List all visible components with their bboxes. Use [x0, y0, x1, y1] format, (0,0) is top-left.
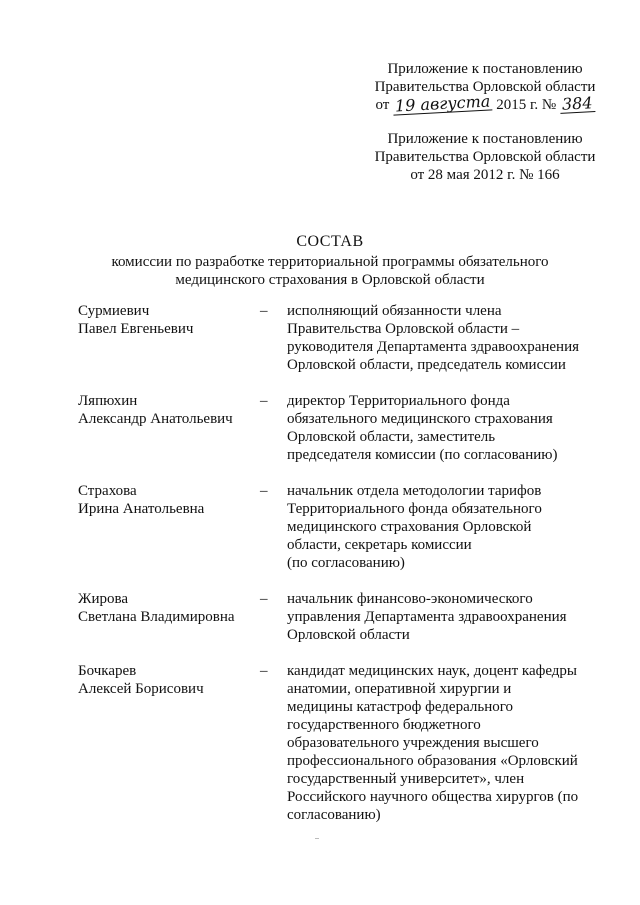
member-entry [78, 482, 608, 572]
title-subtitle-line-2: медицинского страхования в Орловской области [175, 272, 485, 288]
member-dash: – [260, 303, 268, 319]
appendix-2-line-3: от 28 мая 2012 г. № 166 [410, 167, 560, 183]
appendix-1-date-line [370, 91, 600, 116]
appendix-2-line-1: Приложение к постановлению [387, 131, 583, 147]
member-surname: Сурмиевич [78, 303, 150, 319]
member-dash: – [260, 591, 268, 607]
member-given-names: Павел Евгеньевич [78, 321, 194, 337]
appendix-1-line-2: Правительства Орловской области [374, 79, 596, 95]
member-description [287, 482, 605, 572]
member-given-names: Светлана Владимировна [78, 609, 235, 625]
desc-line: Российского научного общества хирургов (по [287, 789, 579, 805]
desc-line: директор Территориального фонда [287, 393, 510, 409]
title-subtitle-line-1: комиссии по разработке территориальной программы обязательного [111, 254, 549, 270]
date-prefix: от [375, 97, 390, 113]
desc-line: профессионального образования «Орловский [287, 753, 578, 769]
member-description [287, 302, 605, 374]
desc-line: управления Департамента здравоохранения [287, 609, 567, 625]
desc-line: медицинского страхования Орловской [287, 519, 532, 535]
desc-line: исполняющий обязанности члена [287, 303, 502, 319]
member-description [287, 662, 605, 824]
member-dash: – [260, 483, 268, 499]
member-entry [78, 302, 608, 374]
desc-line: обязательного медицинского страхования [287, 411, 553, 427]
member-entry [78, 662, 608, 824]
desc-line: медицины катастроф федерального [287, 699, 514, 715]
desc-line: Орловской области, председатель комиссии [287, 357, 566, 373]
document-title [60, 233, 600, 289]
member-given-names: Ирина Анатольевна [78, 501, 205, 517]
member-surname: Страхова [78, 483, 137, 499]
appendix-header-original [370, 130, 600, 184]
member-name [78, 590, 260, 644]
member-given-names: Алексей Борисович [78, 681, 204, 697]
member-description [287, 392, 605, 464]
member-surname: Жирова [78, 591, 129, 607]
member-surname: Бочкарев [78, 663, 137, 679]
desc-line: области, секретарь комиссии [287, 537, 472, 553]
desc-line: государственный университет», член [287, 771, 525, 787]
desc-line: руководителя Департамента здравоохранения [287, 339, 580, 355]
member-name [78, 302, 260, 374]
member-dash: – [260, 393, 268, 409]
member-entry [78, 590, 608, 644]
appendix-header-current [370, 60, 600, 114]
desc-line: согласованию) [287, 807, 381, 823]
desc-line: кандидат медицинских наук, доцент кафедры [287, 663, 577, 679]
appendix-1-line-1: Приложение к постановлению [387, 61, 583, 77]
member-dash: – [260, 663, 268, 679]
handwritten-date: 19 августа [394, 91, 491, 116]
members-list [78, 302, 608, 842]
appendix-2-line-2: Правительства Орловской области [374, 149, 596, 165]
desc-line: Орловской области [287, 627, 410, 643]
member-description [287, 590, 605, 644]
member-given-names: Александр Анатольевич [78, 411, 233, 427]
desc-line: анатомии, оперативной хирургии и [287, 681, 512, 697]
member-name [78, 662, 260, 824]
desc-line: (по согласованию) [287, 555, 405, 571]
title-heading: СОСТАВ [296, 233, 364, 250]
desc-line: начальник отдела методологии тарифов [287, 483, 542, 499]
scan-speck [315, 838, 319, 839]
member-name [78, 392, 260, 464]
desc-line: Правительства Орловской области – [287, 321, 520, 337]
date-suffix: 2015 г. № [496, 97, 557, 113]
member-name [78, 482, 260, 572]
handwritten-number: 384 [561, 93, 593, 114]
desc-line: государственного бюджетного [287, 717, 481, 733]
desc-line: начальник финансово-экономического [287, 591, 533, 607]
desc-line: Территориального фонда обязательного [287, 501, 542, 517]
desc-line: Орловской области, заместитель [287, 429, 496, 445]
member-entry [78, 392, 608, 464]
desc-line: образовательного учреждения высшего [287, 735, 539, 751]
desc-line: председателя комиссии (по согласованию) [287, 447, 558, 463]
member-surname: Ляпюхин [78, 393, 138, 409]
